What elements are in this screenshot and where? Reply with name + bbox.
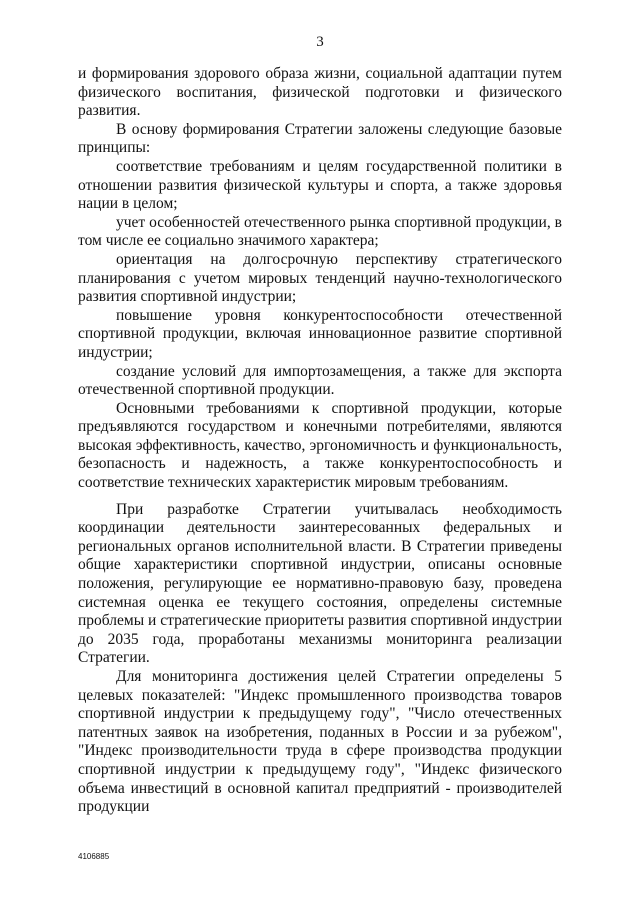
paragraph: Для мониторинга достижения целей Стратегии определены 5 целевых показателей: "Индекс промышленного производства товаров спортивной индустрии к предыдущему году", "Число отечественных патентных заявок на изобретения, поданных в России и за рубежом", "Индекс производительности труда в сфере производства продукции спортивной индустрии к предыдущему году", "Индекс физического объема инвестиций в основной капитал предприятий - производителей продукции <box>78 668 562 816</box>
principle-item: соответствие требованиям и целям государственной политики в отношении развития физической культуры и спорта, а также здоровья нации в целом; <box>78 157 562 213</box>
paragraph: Основными требованиями к спортивной продукции, которые предъявляются государством и конечными потребителями, являются высокая эффективность, качество, эргономичность и функциональность, безопасность и надежность, а также конкурентоспособность и соответствие технических характеристик мировым требованиям. <box>78 399 562 492</box>
principle-item: создание условий для импортозамещения, а также для экспорта отечественной спортивной продукции. <box>78 362 562 399</box>
page-number: 3 <box>316 34 324 50</box>
paragraph: и формирования здорового образа жизни, социальной адаптации путем физического воспитания, физической подготовки и физического развития. <box>78 65 562 120</box>
paragraph: В основу формирования Стратегии заложены следующие базовые принципы: <box>78 120 562 157</box>
principle-item: учет особенностей отечественного рынка спортивной продукции, в том числе ее социально значимого характера; <box>78 213 562 250</box>
principle-item: повышение уровня конкурентоспособности отечественной спортивной продукции, включая инновационное развитие спортивной индустрии; <box>78 306 562 361</box>
document-body <box>78 65 562 817</box>
paragraph: При разработке Стратегии учитывалась необходимость координации деятельности заинтересованных федеральных и региональных органов исполнительной власти. В Стратегии приведены общие характеристики спортивной индустрии, описаны основные положения, регулирующие ее нормативно-правовую базу, проведена системная оценка ее текущего состояния, определены системные проблемы и стратегические приоритеты развития спортивной индустрии до 2035 года, проработаны механизмы мониторинга реализации Стратегии. <box>78 500 562 667</box>
document-code: 4106885 <box>78 852 110 861</box>
principle-item: ориентация на долгосрочную перспективу стратегического планирования с учетом мировых тенденций научно-технологического развития спортивной индустрии; <box>78 250 562 306</box>
